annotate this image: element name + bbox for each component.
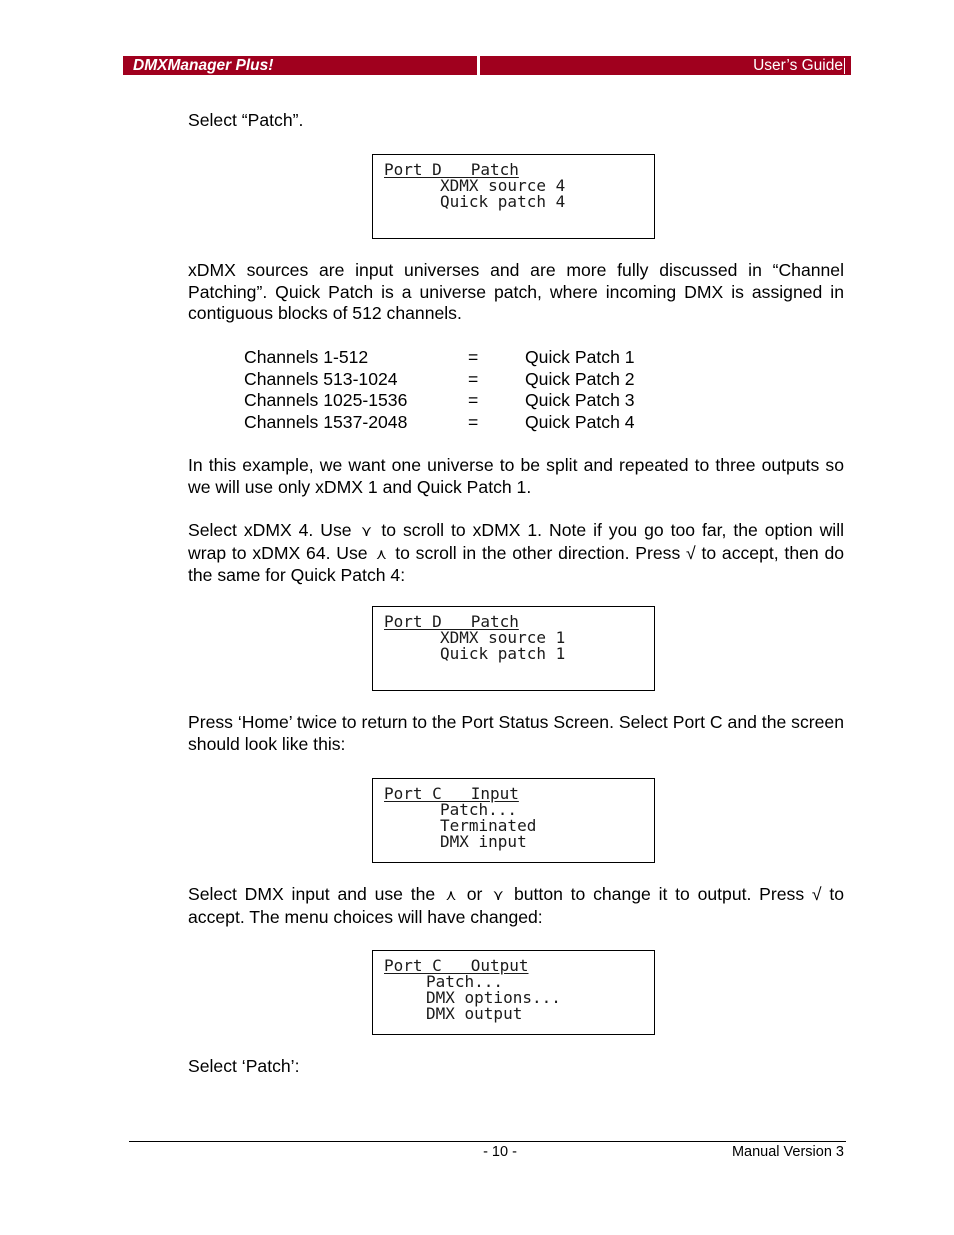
- table-cell-equals: =: [468, 390, 479, 410]
- table-cell-channels: Channels 1-512: [244, 347, 369, 367]
- lcd-line: DMX output: [426, 1004, 523, 1023]
- lcd-line: Patch...: [426, 972, 504, 991]
- lcd-line: DMX options...: [426, 988, 561, 1007]
- text-span: button to change it to output. Press √ to accept. The menu choices will have changed:: [188, 884, 845, 927]
- paragraph-example: In this example, we want one universe to be split and repeated to three outputs so we will use only xDMX 1 and Quick Patch 1.: [188, 455, 844, 497]
- paragraph-select-dmx-input: [188, 884, 844, 928]
- down-arrow-icon: ⋎: [360, 523, 372, 540]
- table-cell-channels: Channels 1025-1536: [244, 390, 408, 410]
- lcd-title: Port D Patch: [384, 612, 519, 631]
- lcd-screen-2: [372, 606, 655, 691]
- lcd-line: DMX input: [440, 832, 527, 851]
- quick-patch-table: [244, 347, 694, 433]
- header-guide-title: User’s Guide: [480, 56, 851, 75]
- lcd-title: Port C Output: [384, 956, 529, 975]
- paragraph-select-patch-2: Select ‘Patch’:: [188, 1056, 300, 1076]
- paragraph-xdmx-sources: xDMX sources are input universes and are more fully discussed in “Channel Patching”. Quick Patch is a universe patch, where incoming DMX is assigned in contiguous blocks of 512 channels.: [188, 260, 844, 323]
- lcd-line: Quick patch 1: [440, 644, 566, 663]
- table-cell-equals: =: [468, 347, 479, 367]
- lcd-screen-3: [372, 778, 655, 863]
- paragraph-press-home: Press ‘Home’ twice to return to the Port Status Screen. Select Port C and the screen should look like this:: [188, 712, 844, 754]
- text-span: Select xDMX 4. Use: [188, 520, 352, 540]
- lcd-screen-1: [372, 154, 655, 239]
- table-cell-patch: Quick Patch 4: [525, 411, 635, 432]
- header-divider: [844, 58, 845, 74]
- lcd-line: XDMX source 1: [440, 628, 566, 647]
- down-arrow-icon: ⋎: [492, 887, 504, 904]
- table-cell-channels: Channels 513-1024: [244, 368, 398, 389]
- footer-rule: [129, 1141, 846, 1142]
- table-row: [244, 347, 694, 369]
- paragraph-select-patch: Select “Patch”.: [188, 110, 304, 130]
- text-span: to scroll in the other direction. Press √ to accept, then do the same for Quick Patch 4:: [188, 542, 845, 585]
- lcd-line: Quick patch 4: [440, 192, 566, 211]
- header-product-title: DMXManager Plus!: [123, 56, 477, 75]
- lcd-screen-4: [372, 950, 655, 1035]
- up-arrow-icon: ⋏: [445, 887, 457, 904]
- text-span: or: [466, 884, 483, 904]
- table-cell-channels: Channels 1537-2048: [244, 411, 408, 432]
- lcd-title: Port D Patch: [384, 160, 519, 179]
- table-cell-patch: Quick Patch 1: [525, 347, 635, 367]
- lcd-title: Port C Input: [384, 784, 519, 803]
- text-span: to scroll to xDMX 1. Note if you go too far, the option will wrap to xDMX 64. Use: [188, 520, 845, 563]
- table-row: [244, 390, 694, 412]
- lcd-line: XDMX source 4: [440, 176, 566, 195]
- table-row: [244, 369, 694, 391]
- lcd-line: Patch...: [440, 800, 518, 819]
- page-number: - 10 -: [483, 1144, 517, 1160]
- table-cell-equals: =: [468, 411, 479, 432]
- table-cell-patch: Quick Patch 3: [525, 390, 635, 410]
- table-cell-equals: =: [468, 368, 479, 389]
- manual-version: Manual Version 3: [731, 1144, 844, 1160]
- text-span: Select DMX input and use the: [188, 884, 436, 904]
- lcd-line: Terminated: [440, 816, 537, 835]
- paragraph-select-xdmx: [188, 520, 844, 587]
- table-cell-patch: Quick Patch 2: [525, 368, 635, 389]
- up-arrow-icon: ⋏: [375, 545, 387, 563]
- table-row: [244, 412, 694, 434]
